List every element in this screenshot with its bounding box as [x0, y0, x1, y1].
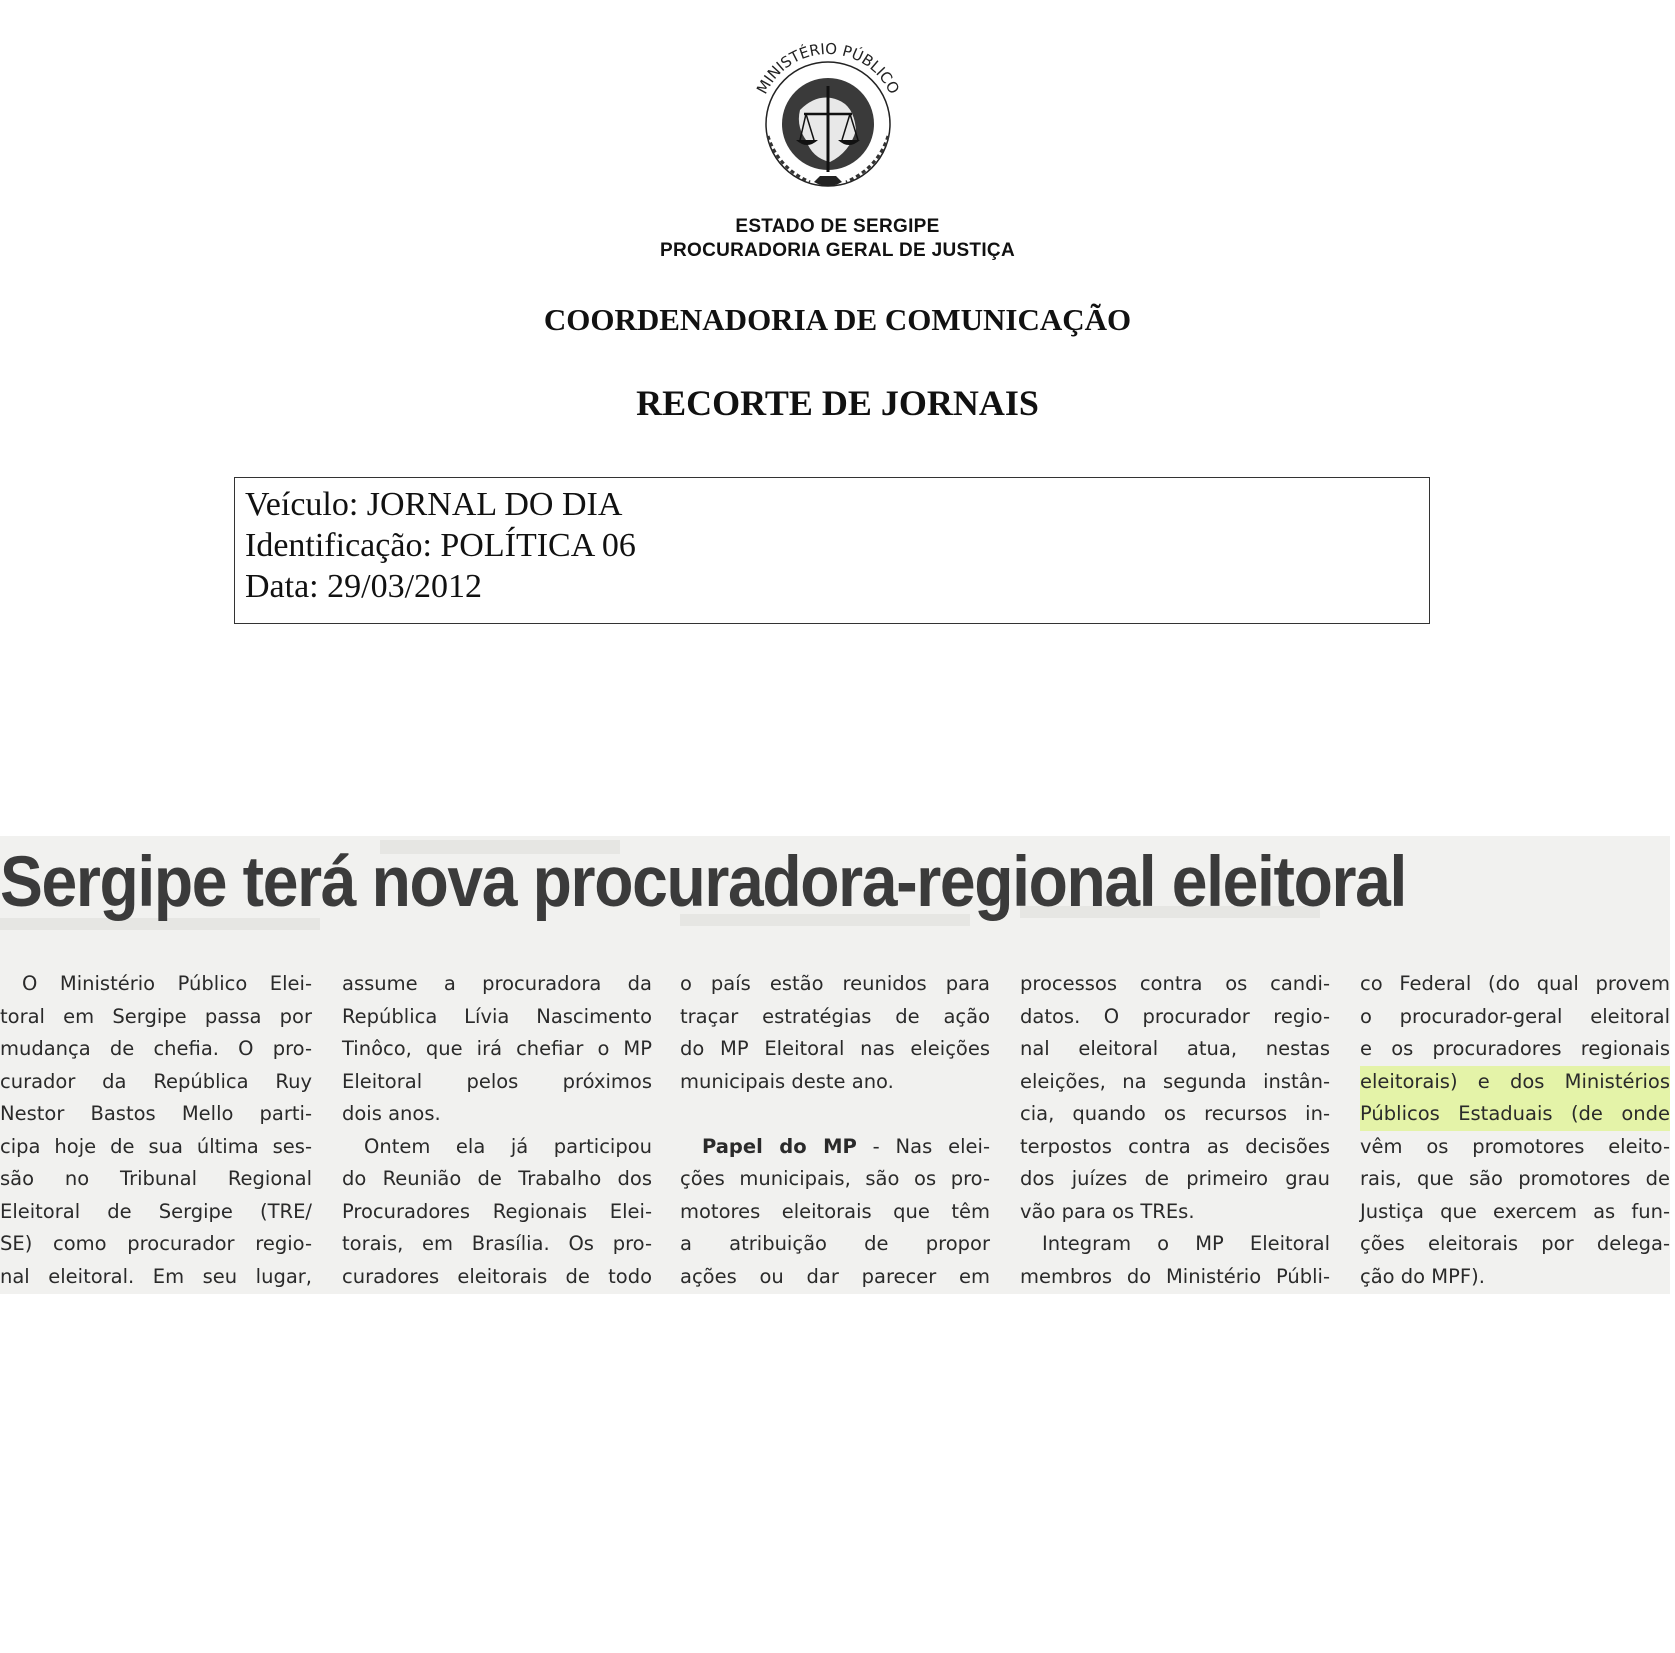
text-line: Justiça que exercem as fun- [1360, 1199, 1670, 1223]
section-subhead: Papel do MP [702, 1134, 857, 1158]
text-line: dois anos. [342, 1102, 441, 1125]
text-line: eleições, na segunda instân- [1020, 1069, 1330, 1093]
text-line: membros do Ministério Públi- [1020, 1264, 1330, 1288]
subhead-line [680, 1131, 990, 1164]
text-line: SE) como procurador regio- [0, 1232, 312, 1255]
highlighted-text-line: Públicos Estaduais (de onde [1360, 1098, 1670, 1131]
text-line: ções municipais, são os pro- [680, 1167, 990, 1190]
text-line: processos contra os candi- [1020, 972, 1330, 995]
text-line: mudança de chefia. O pro- [0, 1037, 312, 1060]
text-line: torais, em Brasília. Os pro- [342, 1232, 652, 1255]
text-line: do MP Eleitoral nas eleições [680, 1037, 990, 1060]
text-line: Eleitoral pelos próximos [342, 1069, 652, 1093]
text-line: República Lívia Nascimento [342, 1004, 652, 1028]
text-line: motores eleitorais que têm [680, 1199, 990, 1223]
text-line: ção do MPF). [1360, 1264, 1485, 1288]
state-name: ESTADO DE SERGIPE [735, 216, 940, 237]
date-line: Data: 29/03/2012 [245, 568, 483, 605]
text-line: cipa hoje de sua última ses- [0, 1134, 312, 1158]
text-line: a atribuição de propor [680, 1232, 990, 1255]
article-column-1 [0, 968, 312, 1293]
article-column-2 [342, 968, 652, 1293]
text-line: curador da República Ruy [0, 1069, 312, 1093]
text-line: co Federal (do qual provem [1360, 972, 1670, 995]
text-line: toral em Sergipe passa por [0, 1004, 312, 1028]
text-line: Nestor Bastos Mello parti- [0, 1102, 312, 1125]
newspaper-clipping [0, 836, 1670, 1294]
article-column-4 [1020, 968, 1330, 1293]
identificacao-line: Identificação: POLÍTICA 06 [245, 527, 636, 564]
article-column-5 [1360, 968, 1670, 1293]
svg-text:MINISTÉRIO PÚBLICO: MINISTÉRIO PÚBLICO [752, 40, 904, 97]
text-line: O Ministério Público Elei- [22, 972, 312, 995]
text-line: dos juízes de primeiro grau [1020, 1167, 1330, 1190]
text-line: traçar estratégias de ação [680, 1004, 990, 1028]
text-line: o procurador-geral eleitoral [1360, 1004, 1670, 1028]
text-line: Eleitoral de Sergipe (TRE/ [0, 1199, 312, 1223]
text-line: Integram o MP Eleitoral [1042, 1232, 1330, 1255]
text-line: municipais deste ano. [680, 1069, 894, 1093]
document-type-title: RECORTE DE JORNAIS [636, 383, 1039, 423]
text-line: vêm os promotores eleito- [1360, 1134, 1670, 1158]
text-line: curadores eleitorais de todo [342, 1264, 652, 1288]
text-fragment: - Nas elei- [856, 1134, 990, 1158]
text-line: ações ou dar parecer em [680, 1264, 990, 1288]
agency-name: PROCURADORIA GERAL DE JUSTIÇA [660, 240, 1015, 261]
text-line: assume a procuradora da [342, 972, 652, 995]
text-line: nal eleitoral atua, nestas [1020, 1037, 1330, 1060]
text-line: Procuradores Regionais Elei- [342, 1199, 652, 1223]
text-line: rais, que são promotores de [1360, 1167, 1670, 1190]
text-line: ções eleitorais por delega- [1360, 1232, 1670, 1255]
article-column-3 [680, 968, 990, 1293]
department-title: COORDENADORIA DE COMUNICAÇÃO [543, 302, 1132, 337]
text-line: datos. O procurador regio- [1020, 1004, 1330, 1028]
text-line: Ontem ela já participou [364, 1134, 652, 1158]
text-line: cia, quando os recursos in- [1020, 1102, 1330, 1125]
ministerio-publico-seal-icon [738, 40, 918, 200]
text-line: o país estão reunidos para [680, 972, 990, 995]
text-line: do Reunião de Trabalho dos [342, 1167, 652, 1190]
text-line: e os procuradores regionais [1360, 1037, 1670, 1060]
text-line: são no Tribunal Regional [0, 1167, 312, 1190]
text-line: nal eleitoral. Em seu lugar, [0, 1264, 312, 1288]
text-line: vão para os TREs. [1020, 1199, 1195, 1223]
text-line: terpostos contra as decisões [1020, 1134, 1330, 1158]
veiculo-line: Veículo: JORNAL DO DIA [245, 486, 623, 523]
highlighted-text-line: eleitorais) e dos Ministérios [1360, 1066, 1670, 1099]
article-headline: Sergipe terá nova procuradora-regional eleitoral [0, 843, 1407, 922]
text-line: Tinôco, que irá chefiar o MP [342, 1037, 652, 1060]
clipping-metadata-box [234, 477, 1430, 624]
